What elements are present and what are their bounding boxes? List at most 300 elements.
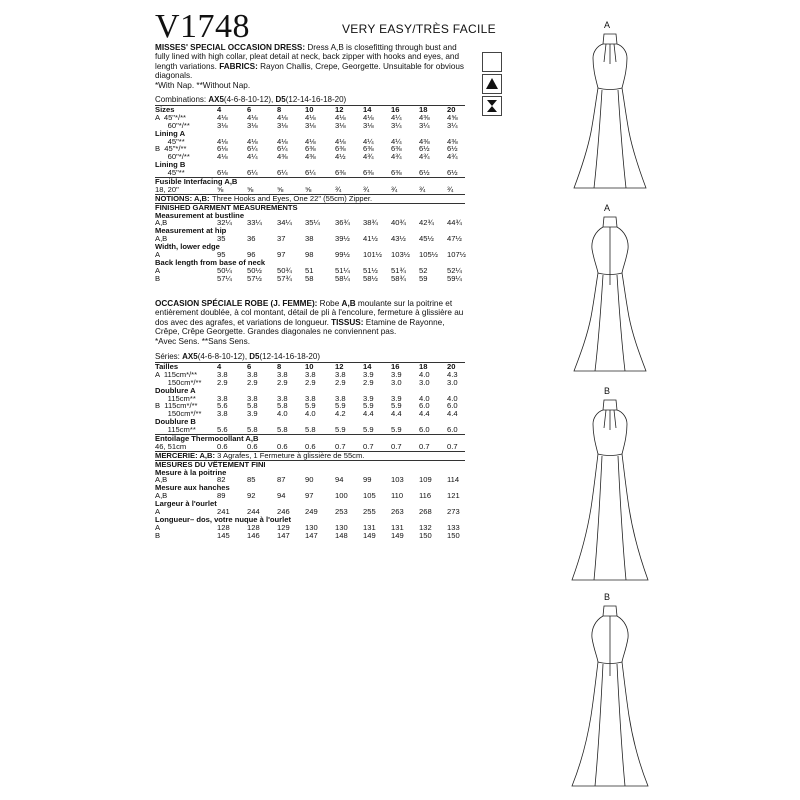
table-cell: 0.7 [447, 441, 458, 451]
table-cell: 6¼ [305, 168, 316, 178]
table-cell: 3.9 [363, 393, 374, 403]
table-cell: 6¼ [277, 144, 288, 154]
table-row [155, 451, 465, 460]
table-cell: 4¾ [447, 152, 458, 162]
row-label: 45"** [155, 136, 185, 146]
row-label: Sizes [155, 105, 175, 114]
tissus-text: Etamine de Rayonne, Crêpe, Crêpe Georgette. Grandes diagonales ne conviennent pas. [155, 317, 445, 337]
row-label: Measurement at hip [155, 226, 227, 236]
table-cell: 6⅜ [335, 144, 346, 154]
row-label: Lining A [155, 128, 186, 138]
table-cell: 96 [247, 250, 256, 260]
table-cell: 4¼ [247, 152, 258, 162]
table-cell: 10 [305, 362, 314, 371]
table-cell: 3.8 [305, 369, 316, 379]
table-cell: 38¾ [363, 218, 378, 228]
table-cell: 3.0 [447, 377, 458, 387]
table-cell: 52 [419, 265, 428, 275]
row-label: Largeur à l'ourlet [155, 499, 217, 509]
row-label: 45"** [155, 168, 185, 178]
french-views: A,B [341, 299, 356, 308]
table-cell: 145 [217, 530, 230, 540]
row-label: Doublure A [155, 385, 196, 395]
english-description [155, 43, 470, 90]
table-row [155, 379, 465, 387]
table-cell: 97 [277, 250, 286, 260]
table-cell: 6 [247, 362, 252, 371]
row-label: A 115cm*/** [155, 369, 198, 379]
row-label: Doublure B [155, 417, 196, 427]
table-cell: 38 [305, 234, 314, 244]
table-cell: 58½ [363, 273, 378, 283]
table-cell: 4⅛ [217, 152, 228, 162]
row-label: Entoilage Thermocollant A,B [155, 434, 259, 444]
combinations-label: Combinations: [155, 95, 209, 104]
table-cell: 35¼ [305, 218, 320, 228]
table-cell: 5.9 [335, 401, 346, 411]
table-row [155, 122, 465, 130]
table-cell: 51¾ [391, 265, 406, 275]
table-cell: 146 [247, 530, 260, 540]
table-cell: 50½ [247, 265, 262, 275]
table-cell: 4⅛ [335, 136, 346, 146]
table-cell: 94 [277, 491, 286, 501]
description-text: Dress A,B is closefitting through bust and fully lined with high collar, pleat detail at neck, back zipper with hooks and eyes, and length variations. [155, 43, 460, 71]
table-cell: 14 [363, 362, 372, 371]
table-cell: 3⅛ [247, 120, 258, 130]
table-cell: 58¾ [391, 273, 406, 283]
table-cell: 90 [305, 475, 314, 485]
table-cell: 4¾ [363, 152, 374, 162]
row-label: Width, lower edge [155, 242, 220, 252]
row-label: A [155, 522, 161, 532]
table-cell: 44¾ [447, 218, 462, 228]
row-label: B 115cm*/** [155, 401, 198, 411]
row-label: 115cm** [155, 425, 196, 435]
series-line [155, 352, 320, 361]
row-label: B 45"*/** [155, 144, 187, 154]
table-cell: 5.6 [217, 401, 228, 411]
dress-b-back-illustration [560, 604, 660, 789]
row-label: A,B [155, 218, 168, 228]
table-cell: 273 [447, 507, 460, 517]
table-cell: 82 [217, 475, 226, 485]
table-cell: 43½ [391, 234, 406, 244]
table-cell: 100 [335, 491, 348, 501]
table-row [155, 194, 465, 203]
table-cell: 3.9 [247, 409, 258, 419]
table-cell: 0.7 [391, 441, 402, 451]
table-cell: 99 [363, 475, 372, 485]
table-cell: 268 [419, 507, 432, 517]
table-cell: 263 [391, 507, 404, 517]
row-label: A 45"*/** [155, 112, 186, 122]
english-yardage-table [155, 105, 465, 283]
table-cell: 0.7 [419, 441, 430, 451]
table-cell: 5.9 [363, 401, 374, 411]
row-text: Three Hooks and Eyes, One 22" (55cm) Zipper. [210, 193, 373, 203]
row-label: Mesure à la poitrine [155, 467, 227, 477]
table-cell: 116 [419, 491, 432, 501]
table-cell: 6.0 [447, 425, 458, 435]
table-cell: 6½ [447, 168, 458, 178]
table-cell: 92 [247, 491, 256, 501]
table-cell: 4⅜ [447, 136, 458, 146]
table-cell: 0.6 [247, 441, 258, 451]
table-cell: 105 [363, 491, 376, 501]
table-cell: 2.9 [247, 377, 258, 387]
table-row [155, 275, 465, 283]
row-label: Tailles [155, 362, 179, 371]
table-cell: 42¾ [419, 218, 434, 228]
table-cell: 39½ [335, 234, 350, 244]
table-cell: 4.4 [419, 409, 430, 419]
table-cell: 132 [419, 522, 432, 532]
table-cell: 6⅜ [391, 144, 402, 154]
table-cell: 8 [277, 362, 282, 371]
nap-symbols [482, 52, 502, 118]
table-cell: 103½ [391, 250, 411, 260]
dress-a-front-illustration [560, 32, 660, 192]
french-nap-note: *Avec Sens. **Sans Sens. [155, 336, 250, 346]
combination-d5-sizes: (12-14-16-18-20) [285, 95, 347, 104]
table-cell: 59 [419, 273, 428, 283]
table-cell: ¾ [419, 184, 426, 194]
table-cell: 12 [335, 105, 344, 114]
table-cell: 97 [305, 491, 314, 501]
table-cell: 4⅝ [447, 112, 458, 122]
table-cell: 0.7 [335, 441, 346, 451]
table-cell: 148 [335, 530, 348, 540]
table-cell: ⅝ [217, 184, 224, 194]
table-cell: ⅝ [247, 184, 254, 194]
view-label-back-a: A [604, 203, 611, 213]
table-cell: 40¾ [391, 218, 406, 228]
table-cell: 3.8 [217, 393, 228, 403]
table-cell: 4⅛ [305, 112, 316, 122]
row-label: B [155, 530, 161, 540]
table-cell: 131 [363, 522, 376, 532]
table-cell: 89 [217, 491, 226, 501]
table-cell: 6.0 [419, 401, 430, 411]
row-label: MESURES DU VÊTEMENT FINI [155, 459, 266, 469]
table-cell: 99½ [335, 250, 350, 260]
table-cell: 4.0 [419, 393, 430, 403]
table-cell: 244 [247, 507, 260, 517]
table-cell: 4⅛ [247, 112, 258, 122]
table-cell: 110 [391, 491, 404, 501]
table-cell: 8 [277, 105, 282, 114]
table-cell: 0.7 [363, 441, 374, 451]
series-ax5: AX5 [182, 352, 198, 361]
tissus-label: TISSUS: [331, 317, 364, 327]
table-cell: 3.9 [391, 369, 402, 379]
table-cell: ¾ [335, 184, 342, 194]
table-cell: 57¼ [217, 273, 232, 283]
table-cell: 147 [277, 530, 290, 540]
row-label: 18, 20" [155, 184, 179, 194]
table-cell: ¾ [363, 184, 370, 194]
table-cell: 6⅛ [217, 168, 228, 178]
table-cell: ⅝ [305, 184, 312, 194]
table-cell: 4.0 [305, 409, 316, 419]
table-cell: 41½ [363, 234, 378, 244]
table-cell: 6 [247, 105, 252, 114]
table-cell: 57¾ [277, 273, 292, 283]
table-row [155, 410, 465, 418]
table-cell: 4 [217, 362, 222, 371]
table-cell: 4⅜ [419, 136, 430, 146]
table-cell: 149 [363, 530, 376, 540]
fabrics-label: FABRICS: [219, 61, 258, 71]
table-cell: 94 [335, 475, 344, 485]
table-cell: 85 [247, 475, 256, 485]
table-cell: 130 [305, 522, 318, 532]
table-cell: 114 [447, 475, 460, 485]
row-label: 115cm** [155, 393, 196, 403]
table-cell: 105½ [419, 250, 439, 260]
table-cell: 2.9 [277, 377, 288, 387]
fabrics-text: Rayon Challis, Crepe, Georgette. Unsuitable for obvious diagonals. [155, 61, 465, 81]
table-cell: 32¼ [217, 218, 232, 228]
series-ax5-sizes: (4-6-8-10-12), [197, 352, 250, 361]
table-cell: 6½ [419, 144, 430, 154]
table-cell: 3.8 [247, 369, 258, 379]
table-cell: 129 [277, 522, 290, 532]
hourglass-icon [482, 96, 502, 116]
row-label: 60"*/** [155, 120, 190, 130]
table-cell: 6½ [447, 144, 458, 154]
table-cell: 12 [335, 362, 344, 371]
row-label: MERCERIE: A,B: [155, 450, 216, 460]
table-cell: 131 [391, 522, 404, 532]
table-cell: 4¼ [391, 112, 402, 122]
table-cell: 6.0 [447, 401, 458, 411]
combination-ax5-sizes: (4-6-8-10-12), [223, 95, 276, 104]
table-cell: ¾ [391, 184, 398, 194]
row-label: Mesure aux hanches [155, 483, 230, 493]
row-label: Longueur– dos, votre nuque à l'ourlet [155, 514, 291, 524]
table-row [155, 169, 465, 177]
table-cell: 33¼ [247, 218, 262, 228]
table-cell: 3.8 [277, 393, 288, 403]
table-cell: 3.8 [277, 369, 288, 379]
table-cell: 4.0 [277, 409, 288, 419]
series-d5: D5 [249, 352, 260, 361]
table-cell: 6⅛ [217, 144, 228, 154]
table-cell: 35 [217, 234, 226, 244]
table-cell: 4⅛ [277, 112, 288, 122]
table-cell: 150 [419, 530, 432, 540]
table-cell: 4⅜ [305, 152, 316, 162]
table-cell: 20 [447, 362, 456, 371]
table-cell: 34¼ [277, 218, 292, 228]
table-cell: 3.0 [419, 377, 430, 387]
table-cell: 3⅛ [277, 120, 288, 130]
table-cell: 6⅜ [391, 168, 402, 178]
table-cell: 10 [305, 105, 314, 114]
table-cell: 4⅜ [277, 152, 288, 162]
table-cell: 3.9 [363, 369, 374, 379]
table-cell: 36¾ [335, 218, 350, 228]
table-cell: 3⅛ [305, 120, 316, 130]
table-cell: 16 [391, 362, 400, 371]
table-cell: 3.8 [335, 369, 346, 379]
table-cell: 3.8 [217, 369, 228, 379]
table-cell: 4⅛ [335, 112, 346, 122]
row-label: A,B [155, 491, 168, 501]
row-label: Lining B [155, 160, 186, 170]
table-cell: 2.9 [363, 377, 374, 387]
table-cell: 2.9 [335, 377, 346, 387]
table-cell: 4.0 [419, 369, 430, 379]
combination-ax5: AX5 [208, 95, 224, 104]
table-row [155, 443, 465, 451]
table-cell: 4¼ [391, 136, 402, 146]
row-text: 3 Agrafes, 1 Fermeture à glissière de 55cm. [215, 450, 365, 460]
table-cell: 45½ [419, 234, 434, 244]
table-cell: 3⅛ [217, 120, 228, 130]
french-text-1: Robe [317, 299, 342, 308]
table-cell: 241 [217, 507, 230, 517]
row-label: A [155, 507, 161, 517]
table-cell: 128 [247, 522, 260, 532]
row-label: A [155, 250, 161, 260]
table-cell: 4⅛ [277, 136, 288, 146]
table-cell: 5.8 [277, 401, 288, 411]
row-label: B [155, 273, 161, 283]
table-cell: 149 [391, 530, 404, 540]
table-cell: 253 [335, 507, 348, 517]
row-label: Measurement at bustline [155, 210, 245, 220]
view-label-front-b: B [604, 386, 611, 396]
table-cell: 14 [363, 105, 372, 114]
table-cell: 128 [217, 522, 230, 532]
table-cell: 6½ [419, 168, 430, 178]
row-label: Back length from base of neck [155, 257, 266, 267]
french-yardage-table [155, 362, 465, 540]
series-label: Séries: [155, 352, 183, 361]
table-cell: 57½ [247, 273, 262, 283]
table-cell: 6.0 [419, 425, 430, 435]
french-title: OCCASION SPÉCIALE ROBE (J. FEMME): [155, 299, 318, 308]
dress-a-back-illustration [560, 215, 660, 375]
table-cell: ¾ [447, 184, 454, 194]
row-label: NOTIONS: A,B: [155, 193, 210, 203]
table-cell: 6¼ [247, 144, 258, 154]
table-cell: 0.6 [217, 441, 228, 451]
table-cell: 3¼ [419, 120, 430, 130]
table-cell: 3.0 [391, 377, 402, 387]
table-cell: 101½ [363, 250, 383, 260]
table-cell: 3¼ [447, 120, 458, 130]
dress-b-front-illustration [560, 398, 660, 583]
row-label: A [155, 265, 161, 275]
table-cell: 130 [335, 522, 348, 532]
row-label: A,B [155, 234, 168, 244]
table-cell: 5.9 [363, 425, 374, 435]
french-text-2: moulante sur la poitrine et entièrement doublée, à col montant, détail de pli à l'encolure, fermeture à glissière au dos avec des agrafes, et variations de longueur. [155, 299, 464, 327]
table-cell: 98 [305, 250, 314, 260]
table-cell: 0.6 [277, 441, 288, 451]
table-row [155, 532, 465, 540]
table-cell: 109 [419, 475, 432, 485]
table-cell: 5.6 [217, 425, 228, 435]
row-label: FINISHED GARMENT MEASUREMENTS [155, 202, 298, 212]
combinations-line [155, 95, 346, 104]
combination-d5: D5 [275, 95, 286, 104]
table-cell: 4 [217, 105, 222, 114]
table-cell: 50¼ [217, 265, 232, 275]
row-label: A,B [155, 475, 168, 485]
table-cell: 4.0 [447, 393, 458, 403]
table-cell: 5.9 [391, 401, 402, 411]
table-cell: 52¼ [447, 265, 462, 275]
table-cell: 4⅛ [217, 136, 228, 146]
table-cell: 59¼ [447, 273, 462, 283]
up-triangle-icon [482, 74, 502, 94]
table-cell: 121 [447, 491, 460, 501]
table-cell: 5.9 [305, 401, 316, 411]
table-cell: 5.9 [335, 425, 346, 435]
table-cell: 4⅜ [419, 112, 430, 122]
table-cell: 3.8 [335, 393, 346, 403]
table-cell: 18 [419, 362, 428, 371]
table-cell: 58 [305, 273, 314, 283]
table-cell: 4.4 [391, 409, 402, 419]
table-cell: 4.4 [447, 409, 458, 419]
table-cell: 3⅛ [335, 120, 346, 130]
table-cell: 4.2 [335, 409, 346, 419]
table-cell: 5.8 [277, 425, 288, 435]
table-cell: 51¼ [335, 265, 350, 275]
row-label: Fusible Interfacing A,B [155, 177, 238, 187]
table-cell: 0.6 [305, 441, 316, 451]
table-cell: 3.9 [391, 393, 402, 403]
table-cell: 103 [391, 475, 404, 485]
table-cell: 107½ [447, 250, 467, 260]
row-label: 46, 51cm [155, 441, 187, 451]
table-cell: 58¼ [335, 273, 350, 283]
blank-symbol-icon [482, 52, 502, 72]
table-cell: 6⅜ [363, 168, 374, 178]
table-cell: 4⅛ [305, 136, 316, 146]
table-cell: 4½ [335, 152, 346, 162]
description-title: MISSES' SPECIAL OCCASION DRESS: [155, 43, 306, 52]
table-cell: 3.8 [305, 393, 316, 403]
table-cell: 87 [277, 475, 286, 485]
table-cell: 2.9 [305, 377, 316, 387]
table-cell: 47½ [447, 234, 462, 244]
table-cell: ⅝ [277, 184, 284, 194]
table-cell: 133 [447, 522, 460, 532]
table-cell: 6⅜ [363, 144, 374, 154]
difficulty-label: VERY EASY/TRÈS FACILE [342, 22, 496, 36]
table-cell: 36 [247, 234, 256, 244]
table-cell: 4¾ [419, 152, 430, 162]
table-cell: 6¼ [277, 168, 288, 178]
table-cell: 6⅜ [305, 144, 316, 154]
table-row [155, 426, 465, 434]
table-cell: 16 [391, 105, 400, 114]
table-cell: 4⅛ [217, 112, 228, 122]
row-label: 60"*/** [155, 152, 190, 162]
table-cell: 246 [277, 507, 290, 517]
table-cell: 147 [305, 530, 318, 540]
table-cell: 4⅛ [247, 136, 258, 146]
table-cell: 255 [363, 507, 376, 517]
table-cell: 249 [305, 507, 318, 517]
